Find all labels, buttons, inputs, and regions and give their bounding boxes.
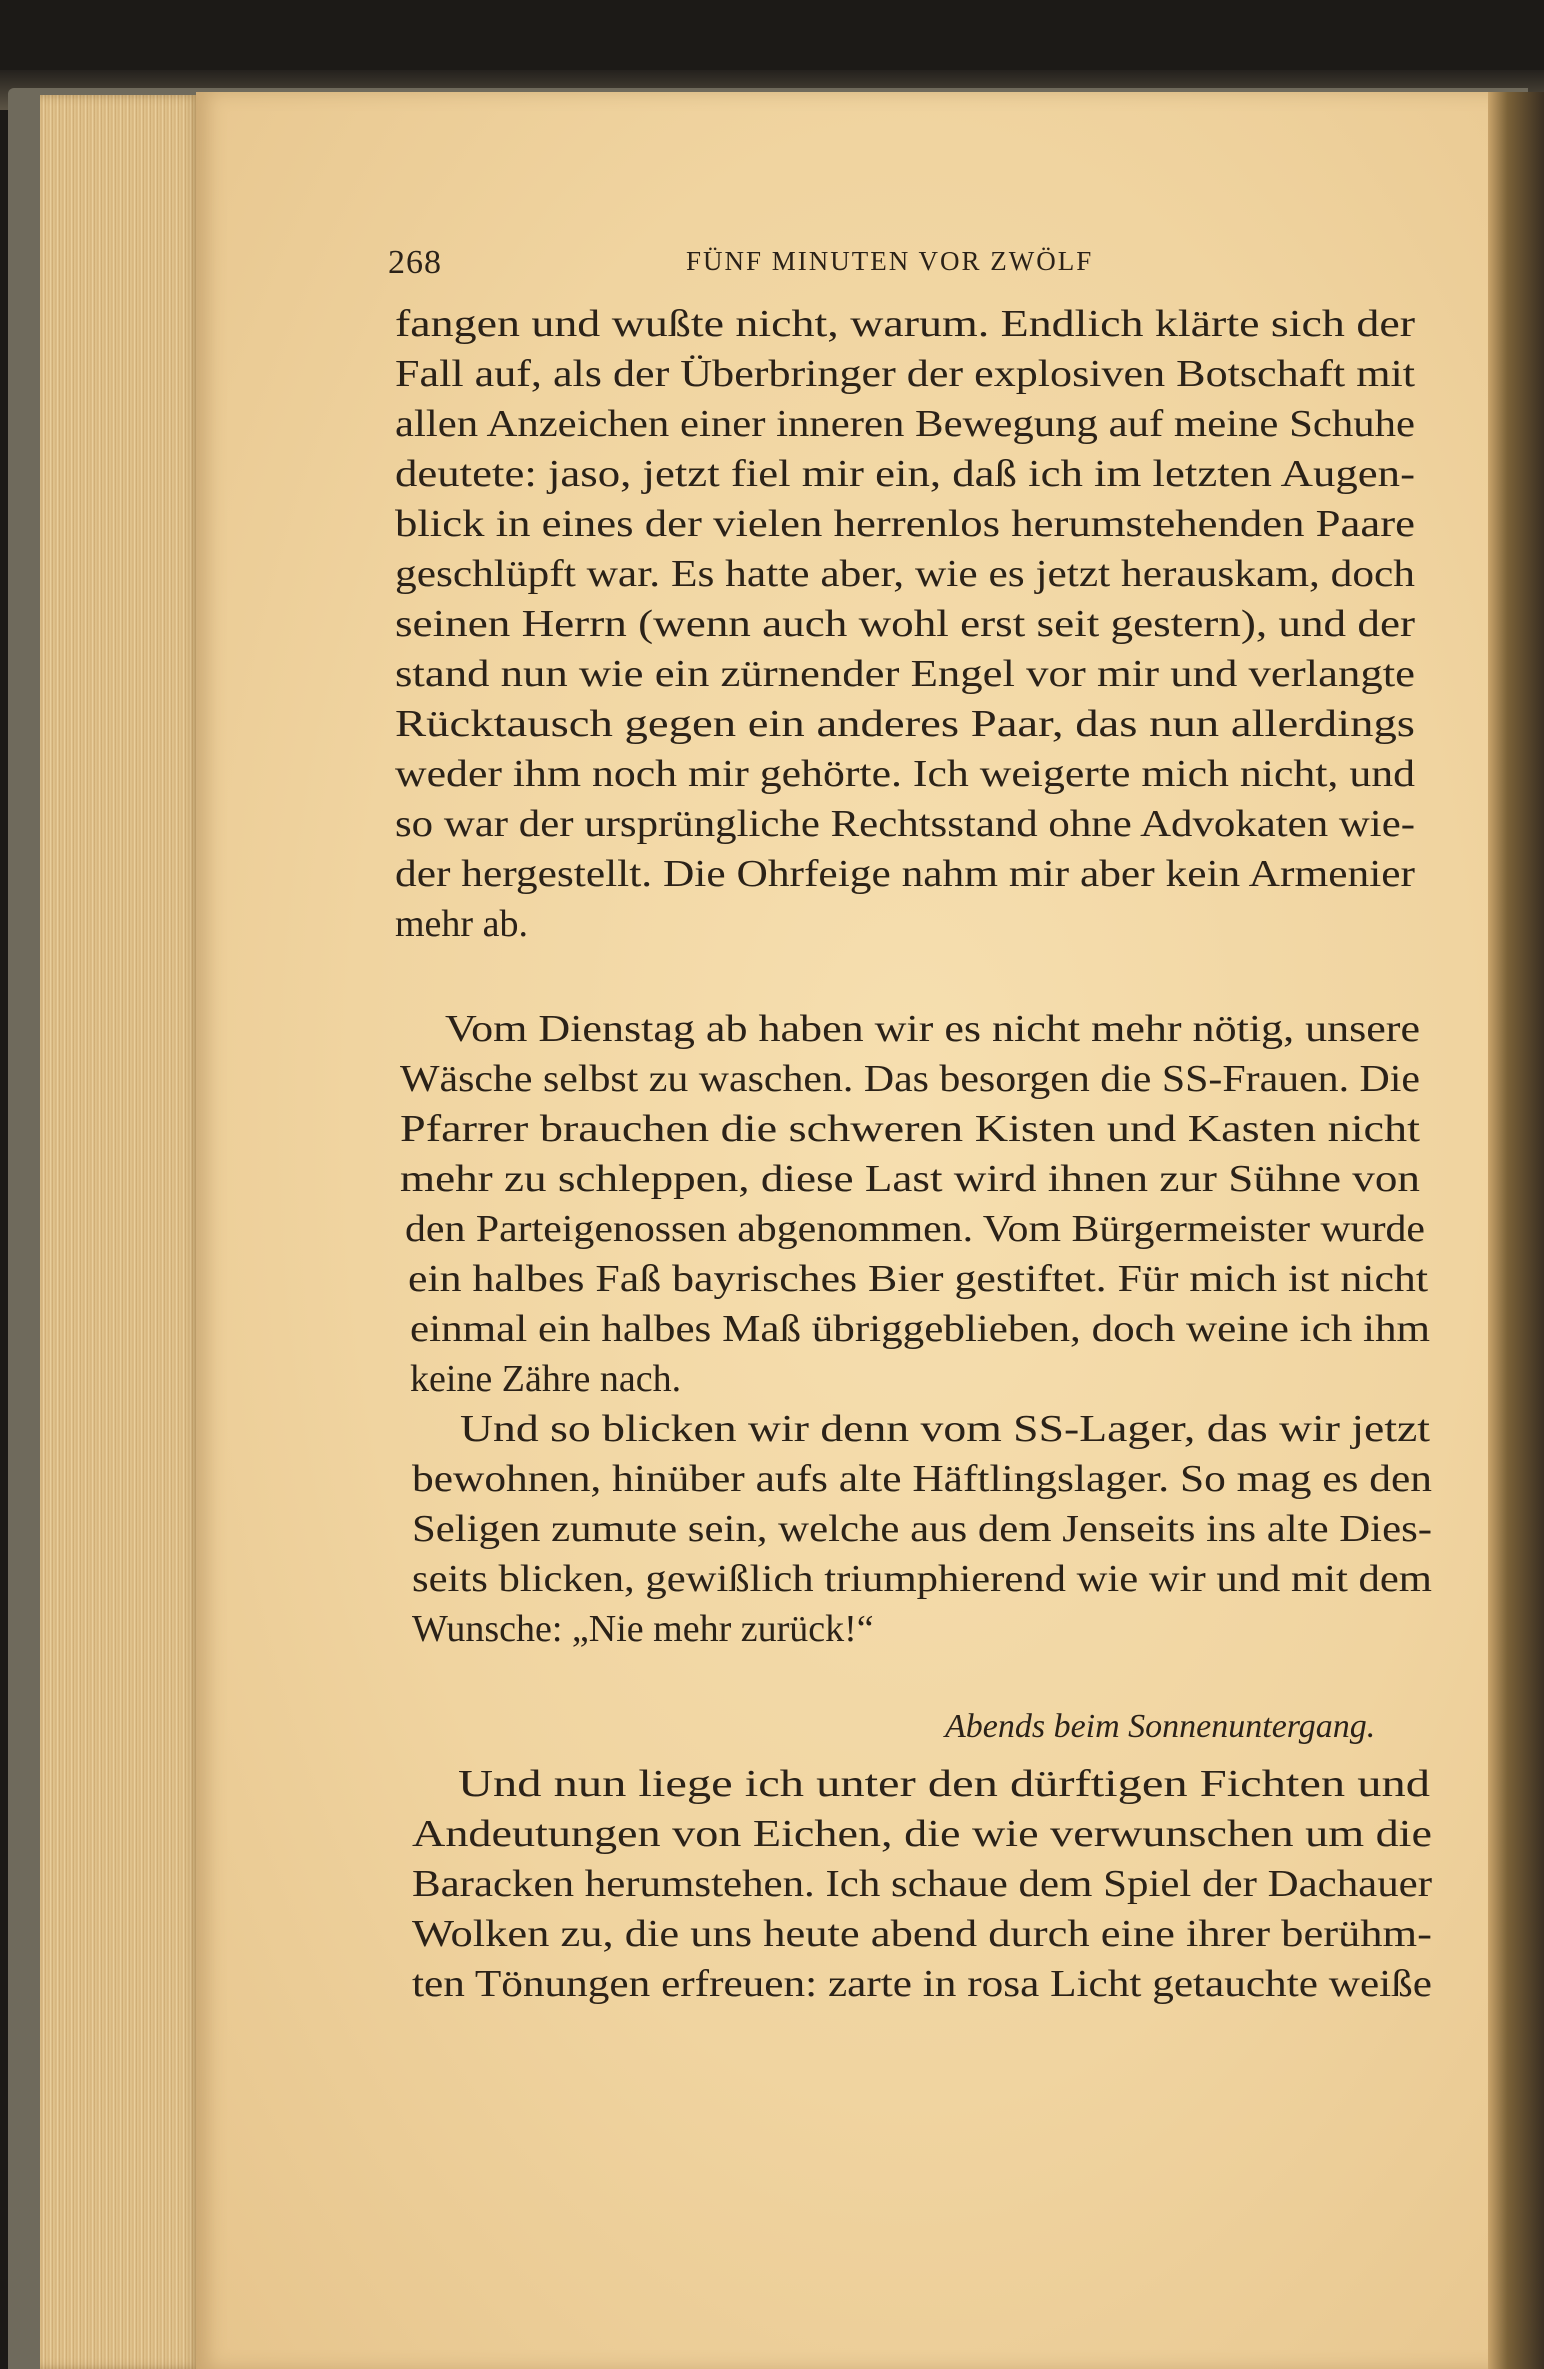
text-line: Pfarrer brauchen die schweren Kisten und Kasten nicht: [400, 1108, 1420, 1150]
text-line: deutete: jaso, jetzt fiel mir ein, daß ich im letzten Augen-: [395, 453, 1415, 495]
text-line: Fall auf, als der Überbringer der explosiven Botschaft mit: [395, 353, 1415, 395]
running-title: FÜNF MINUTEN VOR ZWÖLF: [686, 246, 1094, 276]
text-line: weder ihm noch mir gehörte. Ich weigerte mich nicht, und: [395, 753, 1415, 795]
text-line: ten Tönungen erfreuen: zarte in rosa Licht getauchte weiße: [412, 1963, 1432, 2005]
section-subheading: Abends beim Sonnenuntergang.: [945, 1708, 1376, 1745]
text-line: Wolken zu, die uns heute abend durch eine ihrer berühm-: [412, 1913, 1432, 1955]
text-line: Rücktausch gegen ein anderes Paar, das nun allerdings: [395, 703, 1415, 745]
text-line: einmal ein halbes Maß übriggeblieben, doch weine ich ihm: [410, 1308, 1430, 1350]
text-line: stand nun wie ein zürnender Engel vor mir und verlangte: [395, 653, 1415, 695]
text-line: allen Anzeichen einer inneren Bewegung auf meine Schuhe: [395, 403, 1415, 445]
text-line: keine Zähre nach.: [410, 1358, 682, 1400]
text-line: bewohnen, hinüber aufs alte Häftlingslager. So mag es den: [412, 1458, 1432, 1500]
text-line: so war der ursprüngliche Rechtsstand ohne Advokaten wie-: [395, 803, 1415, 845]
text-line: mehr zu schleppen, diese Last wird ihnen zur Sühne von: [400, 1158, 1420, 1200]
text-line: Baracken herumstehen. Ich schaue dem Spiel der Dachauer: [412, 1863, 1432, 1905]
page-header: [388, 240, 1168, 290]
text-line: Wäsche selbst zu waschen. Das besorgen die SS-Frauen. Die: [400, 1058, 1420, 1100]
text-line: Seligen zumute sein, welche aus dem Jenseits ins alte Dies-: [412, 1508, 1432, 1550]
text-line: seits blicken, gewißlich triumphierend wie wir und mit dem: [412, 1558, 1432, 1600]
text-line: mehr ab.: [395, 903, 528, 945]
text-line: blick in eines der vielen herrenlos herumstehenden Paare: [395, 503, 1415, 545]
page-number: 268: [388, 244, 442, 281]
text-line: Andeutungen von Eichen, die wie verwunschen um die: [412, 1813, 1432, 1855]
text-line: ein halbes Faß bayrisches Bier gestiftet. Für mich ist nicht: [408, 1258, 1428, 1300]
text-line: Und nun liege ich unter den dürftigen Fichten und: [458, 1763, 1430, 1805]
text-line: Vom Dienstag ab haben wir es nicht mehr nötig, unsere: [445, 1008, 1420, 1050]
text-line: den Parteigenossen abgenommen. Vom Bürgermeister wurde: [405, 1208, 1425, 1250]
text-line: Und so blicken wir denn vom SS-Lager, das wir jetzt: [460, 1408, 1430, 1450]
text-line: der hergestellt. Die Ohrfeige nahm mir aber kein Armenier: [395, 853, 1415, 895]
text-line: Wunsche: „Nie mehr zurück!“: [412, 1608, 874, 1650]
text-line: geschlüpft war. Es hatte aber, wie es jetzt herauskam, doch: [395, 553, 1415, 595]
text-line: seinen Herrn (wenn auch wohl erst seit gestern), und der: [395, 603, 1415, 645]
text-line: fangen und wußte nicht, warum. Endlich klärte sich der: [395, 303, 1415, 345]
